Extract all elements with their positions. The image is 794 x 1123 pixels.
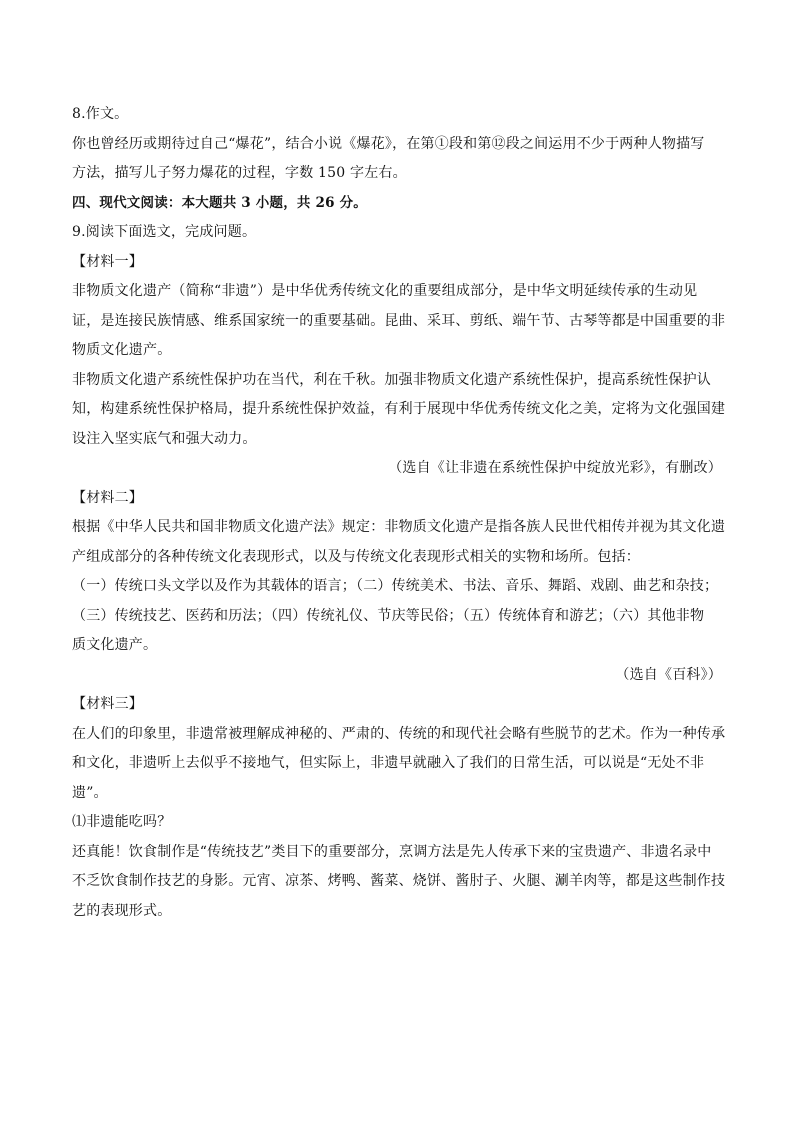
material-1-line-4: 非物质文化遗产系统性保护功在当代，利在千秋。加强非物质文化遗产系统性保护，提高系统性保护认: [72, 371, 711, 388]
material-1-line-1: 非物质文化遗产（简称“非遗”）是中华优秀传统文化的重要组成部分，是中华文明延续传承的生动见: [72, 283, 698, 299]
material-1-line-5: 知，构建系统性保护格局，提升系统性保护效益，有利于展现中华优秀传统文化之美，定将为文化强国建: [72, 401, 726, 417]
material-1-line-3: 物质文化遗产。: [72, 342, 172, 358]
material-3-line-2: 和文化，非遗听上去似乎不接地气，但实际上，非遗早就融入了我们的日常生活，可以说是“无处不非: [72, 755, 705, 771]
section-4-heading: 四、现代文阅读：本大题共 3 小题，共 26 分。: [72, 194, 367, 211]
material-2-line-3: （一）传统口头文学以及作为其载体的语言；（二）传统美术、书法、音乐、舞蹈、戏剧、曲艺和杂技；: [72, 578, 719, 594]
material-3-line-1: 在人们的印象里，非遗常被理解成神秘的、严肃的、传统的和现代社会略有些脱节的艺术。作为一种传承: [72, 725, 726, 742]
material-1-line-6: 设注入坚实底气和强大动力。: [72, 430, 257, 447]
question-8-line-2: 方法，描写儿子努力爆花的过程，字数 150 字左右。: [72, 165, 407, 181]
material-2-line-1: 根据《中华人民共和国非物质文化遗产法》规定：非物质文化遗产是指各族人民世代相传并视为其文化遗: [72, 519, 726, 535]
document-page: [72, 100, 726, 926]
material-3-line-3: 遗”。: [72, 784, 108, 801]
question-8-line-1: 你也曾经历或期待过自己“爆花”，结合小说《爆花》，在第①段和第⑫段之间运用不少于两种人物描写: [72, 135, 705, 152]
material-3-line-4: ⑴非遗能吃吗？: [72, 814, 172, 830]
material-3-line-7: 艺的表现形式。: [72, 902, 172, 919]
question-8-title: 8.作文。: [72, 106, 129, 122]
material-2-label: 【材料二】: [72, 489, 143, 506]
question-9-title: 9.阅读下面选文，完成问题。: [72, 224, 257, 240]
material-3-line-5: 还真能！饮食制作是“传统技艺”类目下的重要部分，烹调方法是先人传承下来的宝贵遗产、非遗名录中: [72, 843, 712, 860]
material-1-source: （选自《让非遗在系统性保护中绽放光彩》，有删改）: [388, 460, 722, 476]
material-2-line-2: 产组成部分的各种传统文化表现形式，以及与传统文化表现形式相关的实物和场所。包括：: [72, 548, 640, 565]
material-2-line-5: 质文化遗产。: [72, 637, 158, 653]
material-1-label: 【材料一】: [72, 253, 143, 270]
material-2-line-4: （三）传统技艺、医药和历法；（四）传统礼仪、节庆等民俗；（五）传统体育和游艺；（六）其他非物: [72, 607, 705, 624]
material-2-source: （选自《百科》）: [615, 666, 722, 683]
material-3-label: 【材料三】: [72, 696, 143, 712]
material-3-line-6: 不乏饮食制作技艺的身影。元宵、凉茶、烤鸭、酱菜、烧饼、酱肘子、火腿、涮羊肉等，都是这些制作技: [72, 873, 726, 889]
material-1-line-2: 证，是连接民族情感、维系国家统一的重要基础。昆曲、采耳、剪纸、端午节、古琴等都是中国重要的非: [72, 312, 726, 329]
